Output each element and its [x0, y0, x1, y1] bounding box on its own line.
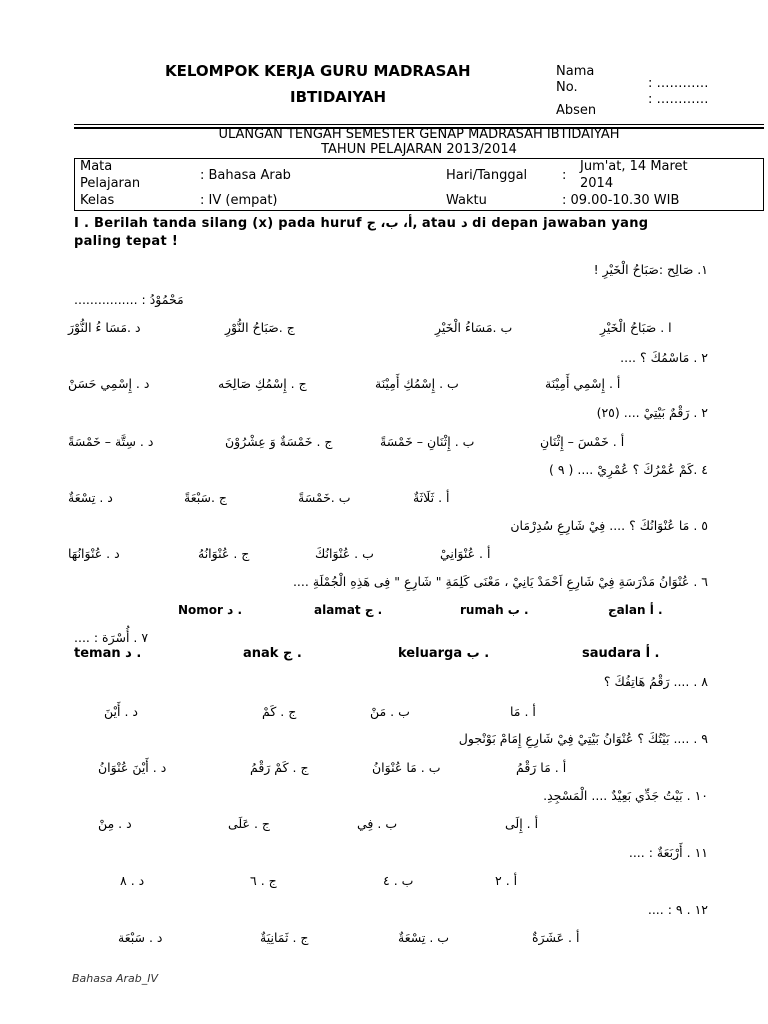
- question-6: ٦ . عُنْوَانُ مَدْرَسَةِ فِيْ شَارِعِ اَحْمَدْ يَانِيْ ، مَعْنَى كَلِمَةِ " شَارِعِ " فِى هَذِهِ الْجُمْلَةِ ....: [292, 574, 708, 589]
- q11-option-c: ج . ٦: [250, 873, 277, 888]
- mapel-label-1: Mata: [80, 159, 113, 174]
- q4-option-b: ب .خَمْسَةً: [298, 490, 351, 505]
- question-3: ٢ . رَقْمٌ بَيْتِيْ .... (٢٥): [596, 405, 708, 420]
- q5-option-c: ج . عُنْوَانُهُ: [198, 546, 250, 561]
- question-4: ٤ .كَمْ عُمْرُكَ ؟ عُمْرِيْ .... ( ٩ ): [548, 462, 708, 477]
- q1-option-b: ب .مَسَاءُ الْخَيْرِ: [435, 320, 513, 335]
- q3-option-b: ب . إِثْنَانِ – خَمْسَةً: [380, 434, 475, 449]
- q4-option-a: أ . ثَلَاثَةٌ: [413, 490, 450, 505]
- q2-option-d: د . إِسْمِي حَسَنْ: [68, 376, 150, 391]
- q10-option-d: د . مِنْ: [98, 816, 132, 831]
- hari-colon: :: [562, 168, 567, 183]
- q8-option-a: أ . مَا: [510, 704, 536, 719]
- q12-option-d: د . سَبْعَة: [118, 930, 163, 945]
- kelas-label: Kelas: [80, 193, 115, 208]
- waktu-value: : 09.00-10.30 WIB: [562, 193, 680, 208]
- q7-option-d: teman د .: [74, 646, 142, 661]
- q11-option-a: أ . ٢: [495, 873, 518, 888]
- q12-option-c: ج . ثَمَانِيَةٌ: [260, 930, 309, 945]
- q10-option-a: أ . إِلَى: [505, 816, 539, 831]
- q10-option-c: ج . عَلَى: [228, 816, 271, 831]
- question-9: ٩ . .... بَيْتُكَ ؟ عُنْوَانُ بَيْتِيْ فِيْ شَارِعِ إِمَامْ بَوْنْجول: [458, 731, 708, 746]
- q3-option-d: د . سِتَّة – خَمْسَةً: [68, 434, 154, 449]
- q11-option-d: د . ٨: [120, 873, 145, 888]
- mapel-value: : Bahasa Arab: [200, 168, 291, 183]
- question-5: ٥ . مَا عُنْوَانُكَ ؟ .... فِيْ شَارِعِ سُدِرْمَان: [510, 518, 708, 533]
- q5-option-b: ب . عُنْوَانُكَ: [315, 546, 374, 561]
- question-7: ٧ . أُسْرَة : ....: [74, 630, 149, 645]
- no-label: No.: [556, 80, 578, 95]
- hari-label: Hari/Tanggal: [446, 168, 528, 183]
- q7-option-a: saudara أ .: [582, 646, 660, 661]
- waktu-label: Waktu: [446, 193, 487, 208]
- school-title-line2: IBTIDAIYAH: [290, 88, 387, 106]
- q2-option-c: ج . إِسْمُكِ صَالِحَه: [218, 376, 307, 391]
- q7-option-c: anak ج .: [243, 646, 302, 661]
- question-12: ١٢ . ٩ : ....: [647, 902, 708, 917]
- q6-option-d: Nomor د .: [178, 603, 243, 617]
- mapel-label-2: Pelajaran: [80, 176, 141, 191]
- q5-option-a: أ . عُنْوَانِيْ: [440, 546, 491, 561]
- q2-option-a: أ . إِسْمِي أَمِيْنَة: [545, 376, 621, 391]
- q6-option-a: جalan أ .: [608, 603, 663, 617]
- q9-option-c: ج . كَمْ رَقْمُ: [250, 760, 309, 775]
- info-box-bottom: [74, 210, 764, 211]
- page-footer: Bahasa Arab_IV: [72, 972, 159, 985]
- q7-option-b: keluarga ب .: [398, 646, 490, 661]
- no-value: : …………: [648, 92, 709, 107]
- q10-option-b: ب . فِي: [357, 816, 398, 831]
- q1-option-d: د .مَسَا ءُ النُّوْرَ: [68, 320, 141, 335]
- q9-option-d: د . أَيْنَ عُنْوَانُ: [98, 760, 167, 775]
- question-1: ١. صَالِح :صَبَاحُ الْخَيْرِ !: [593, 262, 708, 277]
- q2-option-b: ب . إِسْمُكِ أَمِيْنَة: [375, 376, 459, 391]
- q8-option-b: ب . مَنْ: [370, 704, 410, 719]
- q4-option-c: ج .سَبْعَةً: [184, 490, 227, 505]
- instruction-line1: I . Berilah tanda silang (x) pada huruf أ، ب، ج, atau د di depan jawaban yang: [74, 216, 649, 231]
- q1-option-c: ج .صَبَاحُ النُّوْرِ: [225, 320, 295, 335]
- q6-option-b: rumah ب .: [460, 603, 529, 617]
- kelas-value: : IV (empat): [200, 193, 278, 208]
- question-11: ١١ . أَرْبَعَةٌ : ....: [628, 845, 708, 860]
- instruction-line2: paling tepat !: [74, 234, 179, 249]
- exam-year: TAHUN PELAJARAN 2013/2014: [321, 142, 517, 157]
- header-rule-top: [74, 124, 764, 125]
- hari-value-2: 2014: [580, 176, 614, 191]
- school-title-line1: KELOMPOK KERJA GURU MADRASAH: [165, 62, 471, 80]
- q3-option-a: أ . خَمْسَ – إِثْنَانِ: [540, 434, 625, 449]
- absen-label: Absen: [556, 103, 597, 118]
- exam-title: ULANGAN TENGAH SEMESTER GENAP MADRASAH IBTIDAIYAH: [218, 127, 620, 142]
- info-box-left: [74, 158, 75, 210]
- nama-value: : …………: [648, 76, 709, 91]
- question-10: ١٠ . بَيْتُ جَدِّي بَعِيْدٌ .... الْمَسْجِدِ.: [543, 788, 708, 803]
- q6-option-c: alamat ج .: [314, 603, 383, 617]
- q12-option-a: أ . عَشَرَةٌ: [532, 930, 580, 945]
- nama-label: Nama: [556, 64, 595, 79]
- q11-option-b: ب . ٤: [383, 873, 414, 888]
- q1-option-a: ا . صَبَاحُ الْخَيْرِ: [600, 320, 672, 335]
- q8-option-d: د . أَيْنَ: [104, 704, 138, 719]
- q5-option-d: د . عُنْوَانُهَا: [68, 546, 120, 561]
- q9-option-a: أ . مَا رَقْمُ: [516, 760, 567, 775]
- q12-option-b: ب . تِسْعَةٌ: [398, 930, 450, 945]
- question-2: ٢ . مَاسْمُكَ ؟ ....: [620, 350, 708, 365]
- question-1-response: مَحْمُوْدُ : ................: [74, 292, 184, 307]
- hari-value-1: Jum'at, 14 Maret: [580, 159, 688, 174]
- info-box-right: [763, 158, 764, 210]
- question-8: ٨ . .... رَقْمُ هَاتِفُكَ ؟: [603, 674, 708, 689]
- q9-option-b: ب . مَا عُنْوَانُ: [372, 760, 441, 775]
- q3-option-c: ج . خَمْسَةٌ وَ عِشْرُوْنَ: [225, 434, 333, 449]
- q4-option-d: د . تِسْعَةٌ: [68, 490, 113, 505]
- q8-option-c: ج . كَمْ: [262, 704, 297, 719]
